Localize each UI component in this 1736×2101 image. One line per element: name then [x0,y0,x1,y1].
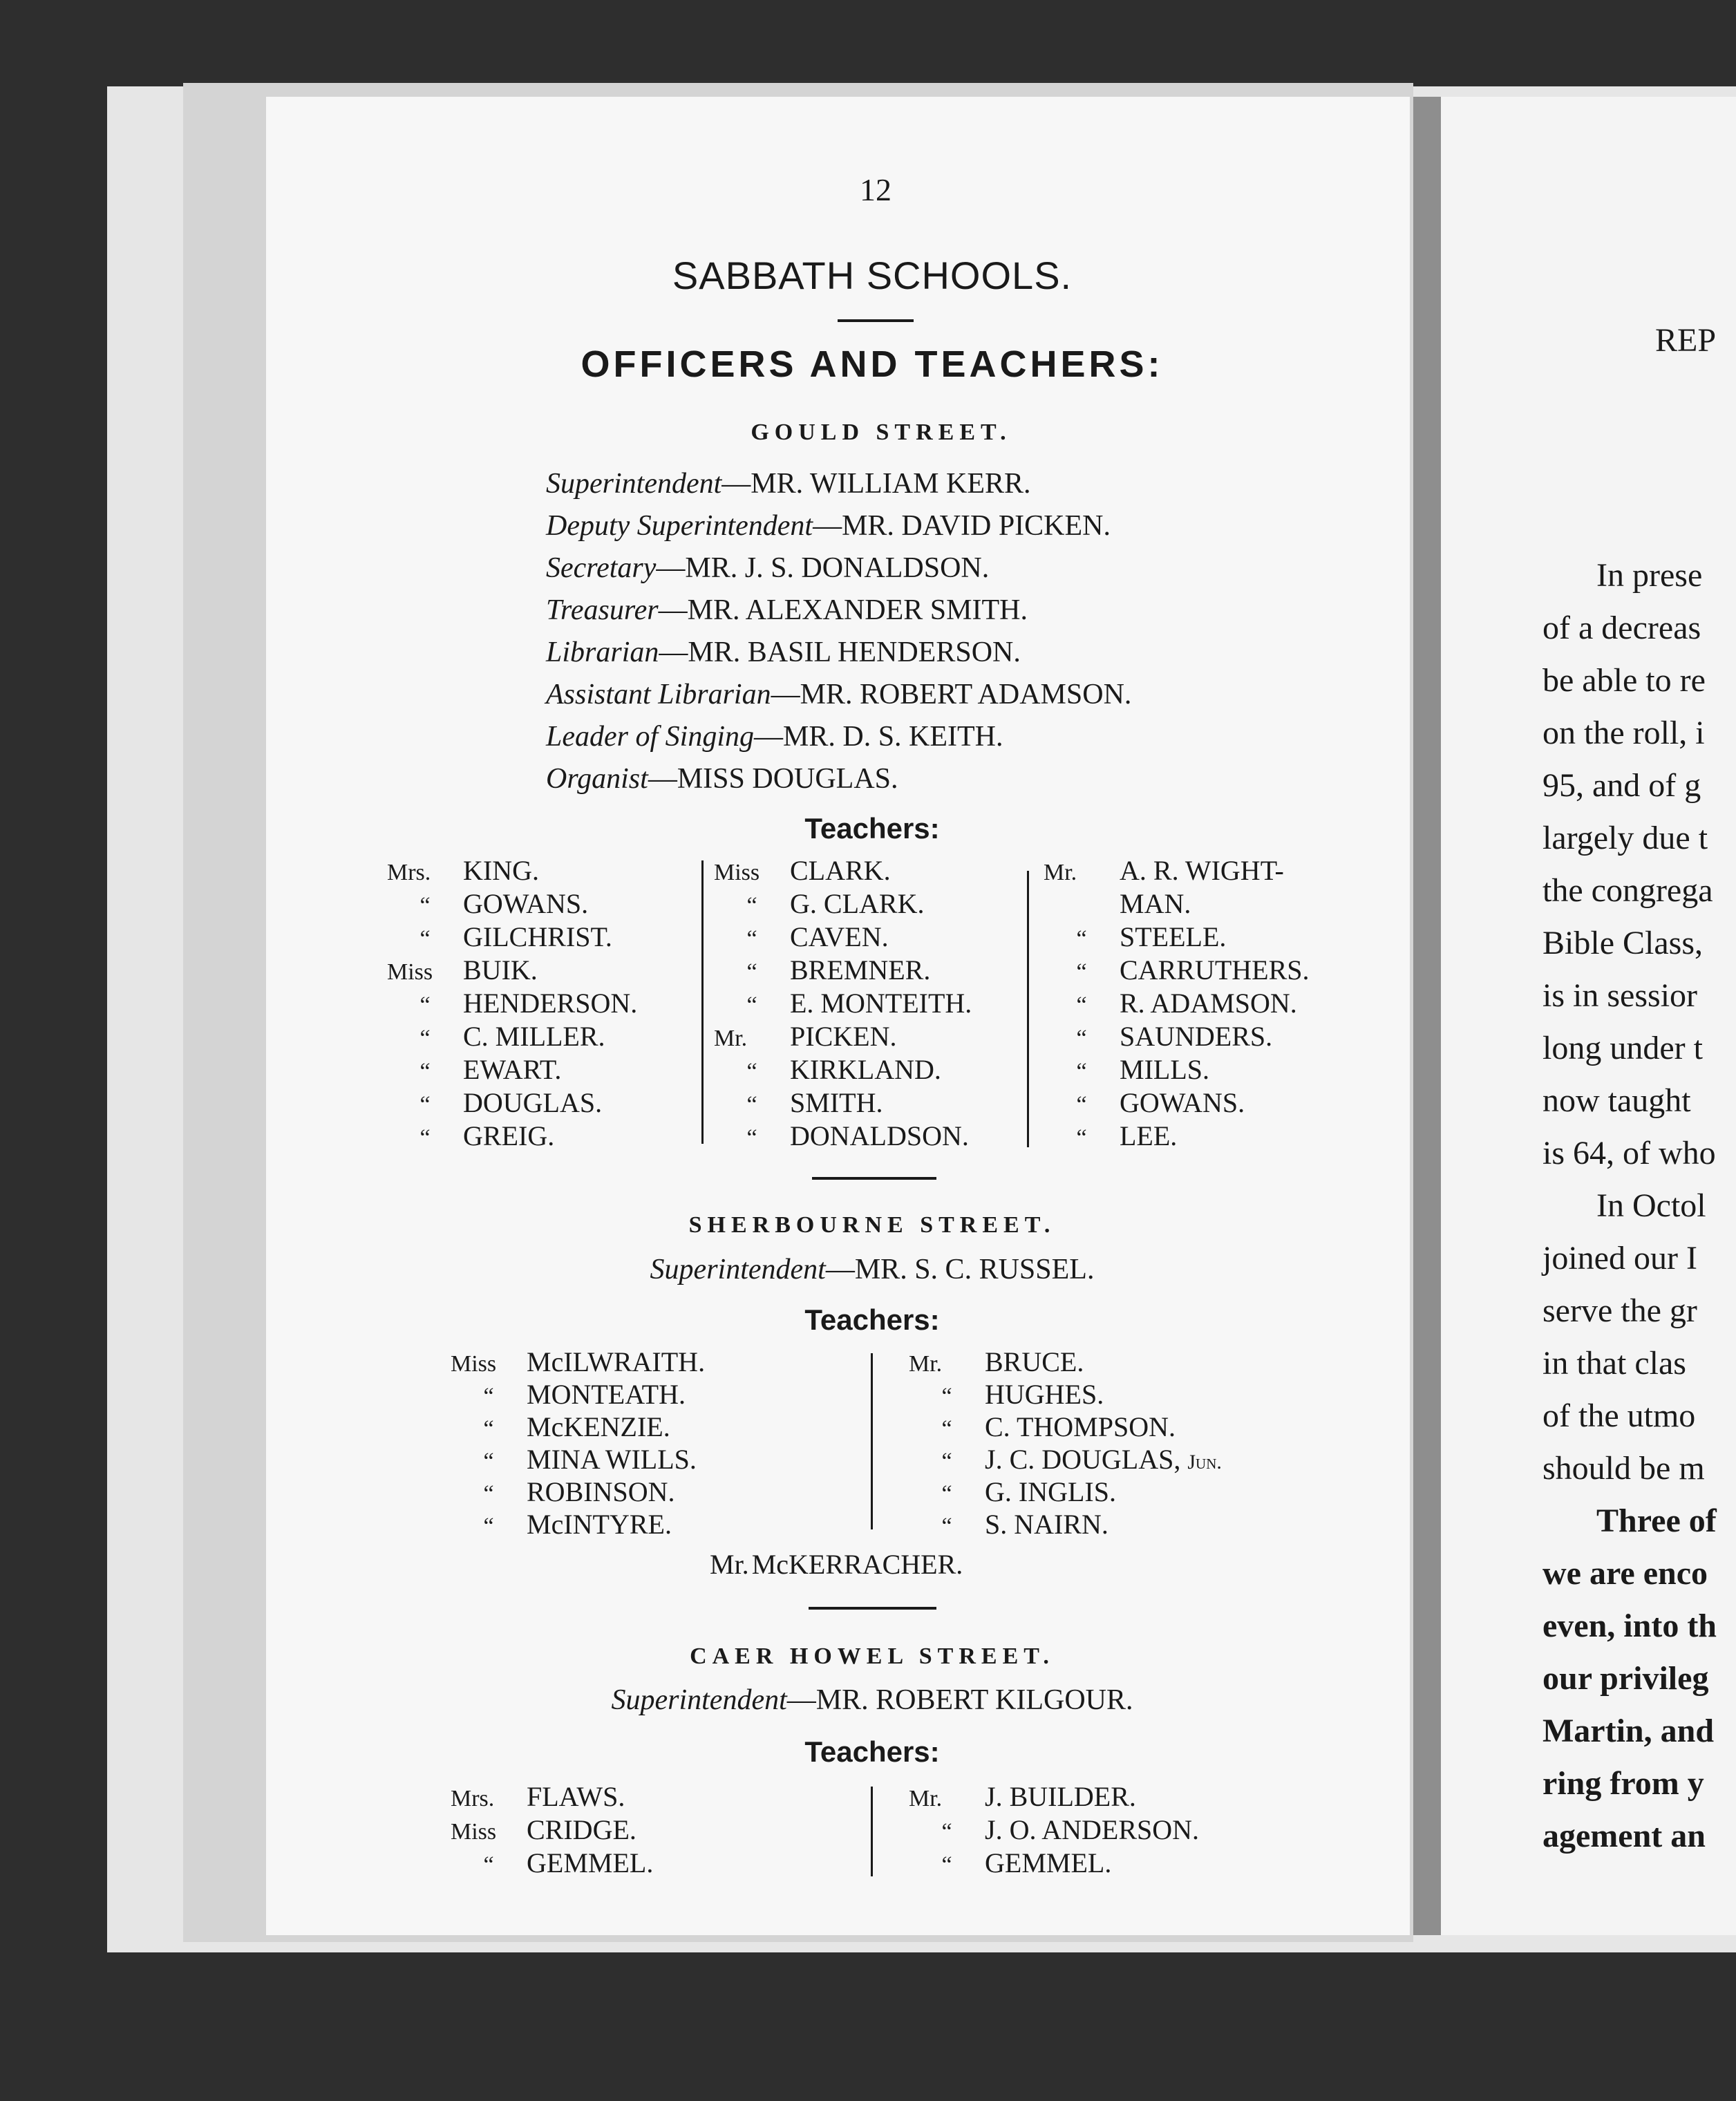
teacher-name: BRUCE. [985,1346,1084,1377]
teacher-prefix: “ [483,1852,494,1878]
officer-row: Assistant Librarian—MR. ROBERT ADAMSON. [546,679,1132,710]
teacher-row [909,1411,1222,1443]
officer-row: Superintendent—MR. WILLIAM KERR. [546,468,1031,500]
right-page-line: In Octol [1596,1187,1706,1224]
teacher-row [387,1020,637,1053]
right-page-line: the congrega [1542,872,1713,909]
right-page-line: be able to re [1542,662,1706,699]
teacher-prefix: “ [419,1125,431,1151]
officer-row: Organist—MISS DOUGLAS. [546,763,898,795]
teacher-name: R. ADAMSON. [1120,988,1297,1019]
teacher-row [387,954,637,987]
column-divider [1027,871,1029,1147]
teacher-prefix: “ [746,992,757,1018]
teacher-name: BREMNER. [790,954,931,986]
teacher-row [451,1411,705,1443]
column-divider [871,1353,873,1529]
teacher-prefix: “ [419,1026,431,1051]
right-page-line: long under t [1542,1030,1703,1066]
officer-role: Superintendent [650,1254,826,1285]
teacher-prefix: “ [419,893,431,918]
teacher-name: CRIDGE. [527,1814,636,1845]
officer-role: Secretary [546,552,657,584]
officer-role: Superintendent [546,468,722,500]
teacher-name: S. NAIRN. [985,1509,1108,1540]
teacher-row [1044,1053,1310,1086]
teacher-name: G. CLARK. [790,888,925,919]
teacher-row [909,1443,1222,1476]
teacher-name: GREIG. [463,1120,555,1151]
teacher-name: HUGHES. [985,1379,1104,1410]
teacher-prefix: “ [483,1384,494,1409]
right-page-line: even, into th [1542,1608,1717,1644]
right-page-line: Bible Class, [1542,925,1704,961]
teacher-prefix: Mr. [909,1351,943,1377]
caer-howel-teachers-heading: Teachers: [804,1735,940,1768]
teacher-prefix: “ [419,1059,431,1084]
teacher-name: CARRUTHERS. [1120,954,1310,986]
teacher-row [714,954,972,987]
gould-teachers-col-3 [1044,854,1310,1153]
teacher-row [387,1086,637,1120]
teacher-prefix: “ [1076,926,1087,952]
teacher-row [387,921,637,954]
caer-howel-teachers-col-1 [451,1780,653,1880]
teacher-name: GOWANS. [463,888,589,919]
teacher-row [1044,987,1310,1020]
teacher-prefix: Mr. [1044,860,1077,885]
teacher-row [387,987,637,1020]
teacher-row [714,1020,972,1053]
teacher-prefix: “ [941,1481,952,1507]
right-page-line: we are enco [1542,1555,1708,1592]
teacher-prefix: Mr. [714,1026,748,1051]
teacher-row [1044,854,1310,887]
teacher-name: STEELE. [1120,921,1227,952]
section-rule [812,1177,936,1180]
sherbourne-teachers-col-1 [451,1346,705,1541]
officer-name: MR. WILLIAM KERR. [751,468,1031,500]
officer-name: MR. ROBERT ADAMSON. [800,679,1132,710]
officer-row: Leader of Singing—MR. D. S. KEITH. [546,721,1003,753]
teacher-row [909,1346,1222,1378]
teacher-prefix: “ [746,893,757,918]
teacher-row [714,887,972,921]
teacher-name: GOWANS. [1120,1087,1245,1118]
gould-teachers-heading: Teachers: [804,812,940,845]
teacher-row [1044,921,1310,954]
sherbourne-teachers-col-2 [909,1346,1222,1541]
officer-role: Librarian [546,637,659,668]
officer-row: Treasurer—MR. ALEXANDER SMITH. [546,594,1028,626]
teacher-name: HENDERSON. [463,988,638,1019]
officer-row: Secretary—MR. J. S. DONALDSON. [546,552,990,584]
teacher-prefix: “ [746,1092,757,1118]
right-page-line: agement an [1542,1818,1706,1854]
teacher-name: BUIK. [463,954,538,986]
right-page-line: is in sessior [1542,977,1698,1014]
teacher-name: C. THOMPSON. [985,1411,1176,1442]
teacher-prefix: “ [483,1449,494,1474]
teacher-prefix: “ [483,1481,494,1507]
teacher-row [387,854,637,887]
teacher-row [714,1120,972,1153]
teacher-name: C. MILLER. [463,1021,605,1052]
teacher-row [451,1378,705,1411]
teacher-row [909,1847,1199,1880]
teacher-row [714,854,972,887]
officer-row: Librarian—MR. BASIL HENDERSON. [546,637,1021,668]
teacher-row [451,1847,653,1880]
teacher-row [909,1780,1199,1813]
teacher-name: KIRKLAND. [790,1054,941,1085]
teacher-row [909,1508,1222,1541]
right-page-line: now taught [1542,1082,1691,1119]
right-page-line: our privileg [1542,1660,1709,1697]
teacher-prefix: Miss [451,1351,497,1377]
right-page-heading: REP [1655,322,1717,359]
teacher-prefix: “ [941,1514,952,1539]
teacher-name: J. O. ANDERSON. [985,1814,1200,1845]
column-divider [871,1787,873,1876]
teacher-name: EWART. [463,1054,562,1085]
teacher-row [1044,1020,1310,1053]
right-page-line: serve the gr [1542,1292,1697,1329]
teacher-prefix: “ [1076,992,1087,1018]
officer-role: Leader of Singing [546,721,754,753]
sherbourne-superintendent: Superintendent—MR. S. C. RUSSEL. [650,1254,1095,1285]
teacher-name: GEMMEL. [985,1847,1112,1878]
teacher-prefix: “ [746,1059,757,1084]
right-page-line: should be m [1542,1450,1705,1487]
teacher-name: CLARK. [790,855,891,886]
teacher-prefix: Mrs. [387,860,431,885]
teacher-prefix: “ [1076,1059,1087,1084]
teacher-row [451,1780,653,1813]
officer-name: MR. ALEXANDER SMITH. [687,594,1028,626]
teacher-row [1044,1086,1310,1120]
teacher-name: LEE. [1120,1120,1178,1151]
teacher-row [714,1053,972,1086]
teacher-prefix: “ [1076,1092,1087,1118]
teacher-name: McKERRACHER. [751,1549,963,1580]
officer-name: MR. D. S. KEITH. [783,721,1003,753]
teacher-name: E. MONTEITH. [790,988,972,1019]
sherbourne-teachers-heading: Teachers: [804,1303,940,1336]
teacher-prefix: “ [419,992,431,1018]
gould-teachers-col-2 [714,854,972,1153]
teacher-row [451,1813,653,1847]
right-page-line: of the utmo [1542,1397,1696,1434]
teacher-row [909,1476,1222,1508]
sherbourne-footer-teacher [710,1548,963,1581]
teacher-prefix: “ [1076,959,1087,985]
teacher-prefix: “ [941,1819,952,1845]
officer-name: MR. S. C. RUSSEL. [854,1254,1095,1285]
teacher-name: McKENZIE. [527,1411,670,1442]
teacher-row [451,1443,705,1476]
gould-teachers-col-1 [387,854,637,1153]
teacher-row [451,1508,705,1541]
officer-role: Deputy Superintendent [546,510,813,542]
officer-role: Assistant Librarian [546,679,771,710]
teacher-name: G. INGLIS. [985,1476,1116,1507]
officer-role: Superintendent [611,1684,787,1716]
right-page-line: 95, and of g [1542,767,1701,804]
teacher-prefix: “ [1076,1125,1087,1151]
teacher-prefix: “ [941,1384,952,1409]
teacher-prefix: “ [941,1449,952,1474]
officer-name: MR. ROBERT KILGOUR. [815,1684,1133,1716]
teacher-prefix: Mr. [710,1549,749,1580]
right-page-line: ring from y [1542,1765,1704,1802]
right-page-line: In prese [1596,557,1703,594]
teacher-prefix: “ [483,1416,494,1442]
teacher-name: J. C. DOUGLAS, Jun. [985,1444,1222,1475]
teacher-name: PICKEN. [790,1021,897,1052]
caer-howel-superintendent: Superintendent—MR. ROBERT KILGOUR. [611,1684,1133,1716]
book-gutter [1413,97,1444,1935]
teacher-name: MILLS. [1120,1054,1209,1085]
teacher-prefix: “ [746,1125,757,1151]
teacher-name: DONALDSON. [790,1120,969,1151]
right-page-line: Three of [1596,1502,1717,1539]
teacher-name: MINA WILLS. [527,1444,697,1475]
teacher-row [1044,887,1310,921]
teacher-row [451,1346,705,1378]
caer-howel-teachers-col-2 [909,1780,1199,1880]
right-page-line: joined our I [1542,1240,1697,1276]
teacher-name: ROBINSON. [527,1476,675,1507]
teacher-name: McINTYRE. [527,1509,672,1540]
teacher-name: GILCHRIST. [463,921,612,952]
teacher-row [714,921,972,954]
page-number: 12 [860,172,891,207]
title-rule [838,319,914,322]
teacher-prefix: “ [1076,1026,1087,1051]
teacher-name: J. BUILDER. [985,1781,1136,1812]
officer-name: MR. BASIL HENDERSON. [688,637,1021,668]
teacher-prefix: Miss [714,860,760,885]
teacher-row [909,1378,1222,1411]
teacher-prefix: “ [941,1416,952,1442]
teacher-name: A. R. WIGHT- [1120,855,1284,886]
teacher-prefix: “ [746,926,757,952]
page-title: SABBATH SCHOOLS. [672,254,1073,297]
teacher-row [451,1476,705,1508]
teacher-row [909,1813,1199,1847]
teacher-prefix: “ [419,926,431,952]
teacher-prefix: “ [746,959,757,985]
right-page-line: largely due t [1542,820,1708,856]
teacher-name: MONTEATH. [527,1379,686,1410]
teacher-name: FLAWS. [527,1781,625,1812]
sherbourne-street-heading: SHERBOURNE STREET. [688,1212,1056,1238]
teacher-name: CAVEN. [790,921,889,952]
teacher-row [714,987,972,1020]
right-page-line: in that clas [1542,1345,1686,1382]
teacher-prefix: “ [419,1092,431,1118]
page-subtitle: OFFICERS AND TEACHERS: [581,343,1164,385]
right-page-line: on the roll, i [1542,715,1705,751]
teacher-row [1044,954,1310,987]
officer-role: Organist [546,763,648,795]
teacher-prefix: Mr. [909,1786,943,1811]
teacher-prefix: “ [483,1514,494,1539]
teacher-prefix: “ [941,1852,952,1878]
teacher-row [714,1086,972,1120]
right-page-line: of a decreas [1542,610,1701,646]
section-rule [809,1607,936,1610]
teacher-name: DOUGLAS. [463,1087,603,1118]
caer-howel-street-heading: CAER HOWEL STREET. [690,1643,1055,1669]
teacher-prefix: Miss [451,1819,497,1845]
officer-name: MISS DOUGLAS. [677,763,898,795]
teacher-row [387,1120,637,1153]
teacher-prefix: Miss [387,959,433,985]
teacher-name: SMITH. [790,1087,883,1118]
officer-name: MR. DAVID PICKEN. [842,510,1111,542]
officer-role: Treasurer [546,594,659,626]
right-page-line: Martin, and [1542,1713,1715,1749]
teacher-row [1044,1120,1310,1153]
teacher-name: McILWRAITH. [527,1346,706,1377]
teacher-prefix: Mrs. [451,1786,495,1811]
teacher-name: MAN. [1120,888,1191,919]
officer-row: Deputy Superintendent—MR. DAVID PICKEN. [546,510,1111,542]
gould-street-heading: GOULD STREET. [751,420,1012,445]
teacher-row [387,887,637,921]
teacher-name: SAUNDERS. [1120,1021,1273,1052]
teacher-name: GEMMEL. [527,1847,654,1878]
officer-name: MR. J. S. DONALDSON. [685,552,990,584]
teacher-row [387,1053,637,1086]
right-page-line: is 64, of who [1542,1135,1716,1171]
column-divider [701,860,704,1144]
teacher-name: KING. [463,855,539,886]
